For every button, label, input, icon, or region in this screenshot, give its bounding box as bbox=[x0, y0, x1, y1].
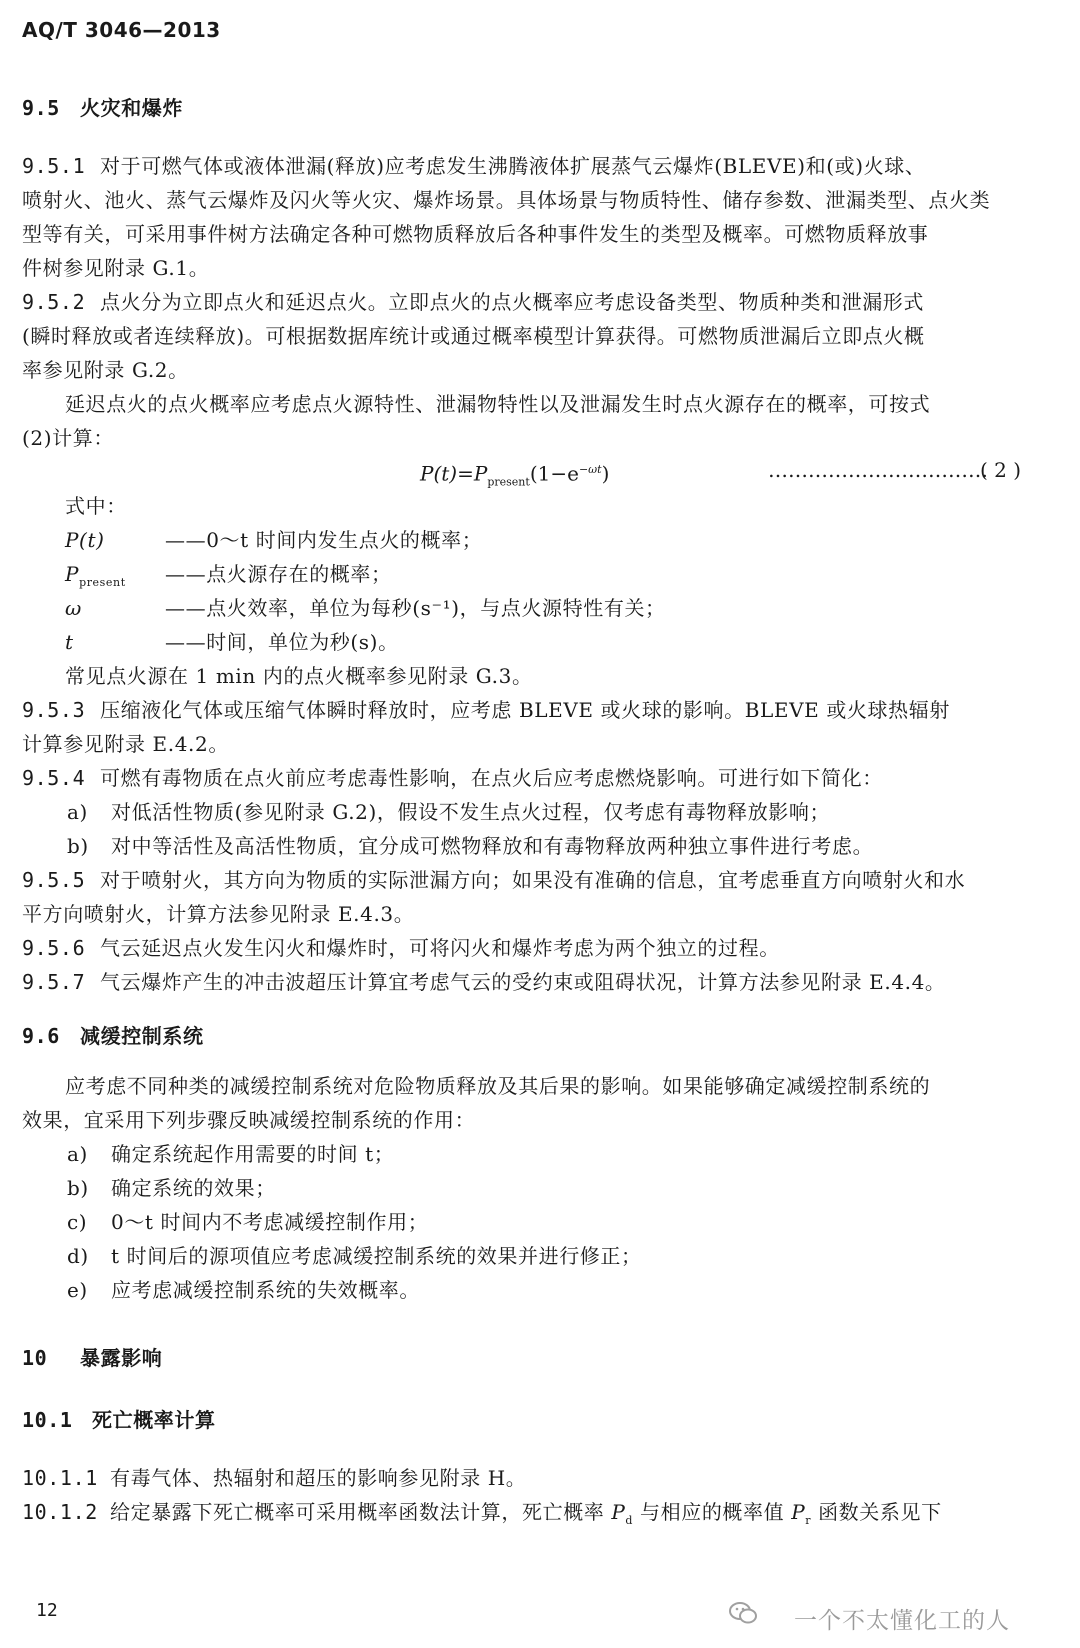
clause-9-5-1-line-1 bbox=[22, 154, 925, 178]
section-heading-9-6 bbox=[22, 1024, 204, 1048]
list-text: 确定系统的效果； bbox=[111, 1176, 276, 1200]
wechat-icon bbox=[728, 1600, 758, 1626]
list-marker: e) bbox=[67, 1278, 88, 1302]
symbol-pd: P bbox=[611, 1500, 626, 1524]
clause-text: 可燃有毒物质在点火前应考虑毒性影响，在点火后应考虑燃烧影响。可进行如下简化： bbox=[100, 766, 883, 790]
clause-9-5-2-line-5: (2)计算： bbox=[22, 426, 114, 450]
clause-number: 9.5.3 bbox=[22, 698, 86, 722]
symbol-description: ——时间，单位为秒(s)。 bbox=[165, 630, 399, 654]
list-text: 对中等活性及高活性物质，宜分成可燃物释放和有毒物释放两种独立事件进行考虑。 bbox=[111, 834, 874, 858]
list-marker: d) bbox=[67, 1244, 89, 1268]
list-item bbox=[67, 1244, 642, 1268]
list-marker: b) bbox=[67, 834, 89, 858]
symbol-description: ——点火源存在的概率； bbox=[165, 562, 392, 586]
clause-number: 9.5.7 bbox=[22, 970, 86, 994]
clause-text: 对于喷射火，其方向为物质的实际泄漏方向；如果没有准确的信息，宜考虑垂直方向喷射火和水 bbox=[100, 868, 966, 892]
clause-9-5-1-line-4: 件树参见附录 G.1。 bbox=[22, 256, 210, 280]
symbol-pr: P bbox=[791, 1500, 806, 1524]
clause-9-5-1-line-3: 型等有关，可采用事件树方法确定各种可燃物质释放后各种事件发生的类型及概率。可燃物质释放事 bbox=[22, 222, 929, 246]
symbol-description: ——点火效率，单位为每秒(s⁻¹)，与点火源特性有关； bbox=[165, 596, 666, 620]
list-marker: a) bbox=[67, 800, 88, 824]
clause-9-5-2-line-4: 延迟点火的点火概率应考虑点火源特性、泄漏物特性以及泄漏发生时点火源存在的概率，可按式 bbox=[65, 392, 931, 416]
clause-9-5-3-line-2: 计算参见附录 E.4.2。 bbox=[22, 732, 229, 756]
section-title: 死亡概率计算 bbox=[92, 1408, 216, 1432]
standard-code: AQ/T 3046—2013 bbox=[22, 18, 221, 42]
formula-paren-close: ) bbox=[601, 461, 610, 486]
formula-2 bbox=[420, 458, 609, 495]
formula-leader-dots: …………………………… bbox=[768, 458, 988, 482]
list-text: t 时间后的源项值应考虑减缓控制系统的效果并进行修正； bbox=[111, 1244, 642, 1268]
where-label: 式中： bbox=[65, 494, 127, 518]
watermark-text: 一个不太懂化工的人 bbox=[794, 1608, 1010, 1634]
clause-number: 9.5.5 bbox=[22, 868, 86, 892]
clause-text: 对于可燃气体或液体泄漏(释放)应考虑发生沸腾液体扩展蒸气云爆炸(BLEVE)和(或)火球、 bbox=[100, 154, 926, 178]
clause-number: 10.1.1 bbox=[22, 1466, 98, 1490]
chapter-number: 10 bbox=[22, 1346, 48, 1370]
list-text: 确定系统起作用需要的时间 t； bbox=[111, 1142, 395, 1166]
clause-9-5-4-line-1 bbox=[22, 766, 883, 790]
clause-text: 函数关系见下 bbox=[811, 1500, 942, 1524]
clause-9-5-7 bbox=[22, 970, 946, 994]
symbol: P(t) bbox=[65, 528, 105, 552]
chapter-heading-10 bbox=[22, 1346, 162, 1370]
where-row-t bbox=[65, 630, 399, 654]
section-9-6-line-1: 应考虑不同种类的减缓控制系统对危险物质释放及其后果的影响。如果能够确定减缓控制系统的 bbox=[65, 1074, 931, 1098]
list-item bbox=[67, 1142, 394, 1166]
clause-9-5-3-line-1 bbox=[22, 698, 950, 722]
formula-paren-open: (1−e bbox=[529, 461, 579, 486]
formula-lhs: P(t) bbox=[420, 461, 458, 486]
list-text: 0～t 时间内不考虑减缓控制作用； bbox=[111, 1210, 429, 1234]
clause-text: 与相应的概率值 bbox=[633, 1500, 792, 1524]
clause-text: 点火分为立即点火和延迟点火。立即点火的点火概率应考虑设备类型、物质种类和泄漏形式 bbox=[100, 290, 924, 314]
list-item bbox=[67, 1176, 276, 1200]
formula-number: ( 2 ) bbox=[980, 458, 1022, 482]
symbol-description: ——0～t 时间内发生点火的概率； bbox=[165, 528, 483, 552]
clause-9-5-5-line-2: 平方向喷射火，计算方法参见附录 E.4.3。 bbox=[22, 902, 415, 926]
symbol-pd-subscript: d bbox=[625, 1514, 634, 1527]
clause-text: 压缩液化气体或压缩气体瞬时释放时，应考虑 BLEVE 或火球的影响。BLEVE 或火球热辐射 bbox=[100, 698, 950, 722]
clause-10-1-1 bbox=[22, 1466, 526, 1490]
section-number: 9.6 bbox=[22, 1024, 60, 1048]
clause-9-5-6 bbox=[22, 936, 780, 960]
section-heading-9-5 bbox=[22, 96, 183, 120]
list-item bbox=[67, 800, 830, 824]
section-title: 减缓控制系统 bbox=[80, 1024, 204, 1048]
clause-text: 有毒气体、热辐射和超压的影响参见附录 H。 bbox=[110, 1466, 527, 1490]
symbol: ω bbox=[65, 596, 82, 620]
clause-9-5-2-line-2: (瞬时释放或者连续释放)。可根据数据库统计或通过概率模型计算获得。可燃物质泄漏后立即点火概 bbox=[22, 324, 925, 348]
symbol: t bbox=[65, 630, 74, 654]
section-heading-10-1 bbox=[22, 1408, 216, 1432]
list-item bbox=[67, 834, 873, 858]
list-text: 对低活性物质(参见附录 G.2)，假设不发生点火过程，仅考虑有毒物释放影响； bbox=[111, 800, 831, 824]
section-title: 火灾和爆炸 bbox=[80, 96, 183, 120]
where-row-omega bbox=[65, 596, 666, 620]
list-marker: a) bbox=[67, 1142, 88, 1166]
clause-number: 9.5.4 bbox=[22, 766, 86, 790]
formula-equals: = bbox=[457, 461, 474, 486]
clause-9-5-5-line-1 bbox=[22, 868, 965, 892]
clause-number: 9.5.1 bbox=[22, 154, 86, 178]
list-marker: c) bbox=[67, 1210, 88, 1234]
list-text: 应考虑减缓控制系统的失效概率。 bbox=[111, 1278, 420, 1302]
list-marker: b) bbox=[67, 1176, 89, 1200]
formula-p: P bbox=[473, 461, 488, 486]
section-number: 9.5 bbox=[22, 96, 60, 120]
where-note: 常见点火源在 1 min 内的点火概率参见附录 G.3。 bbox=[65, 664, 533, 688]
where-row-ppresent bbox=[65, 562, 392, 595]
formula-exponent: −ωt bbox=[578, 463, 602, 476]
clause-9-5-1-line-2: 喷射火、池火、蒸气云爆炸及闪火等火灾、爆炸场景。具体场景与物质特性、储存参数、泄漏类型、点火类 bbox=[22, 188, 991, 212]
list-item bbox=[67, 1210, 428, 1234]
clause-number: 9.5.6 bbox=[22, 936, 86, 960]
clause-number: 9.5.2 bbox=[22, 290, 86, 314]
list-item bbox=[67, 1278, 420, 1302]
clause-text: 气云爆炸产生的冲击波超压计算宜考虑气云的受约束或阻碍状况，计算方法参见附录 E.4.4。 bbox=[100, 970, 946, 994]
symbol: P bbox=[65, 562, 80, 586]
clause-text: 给定暴露下死亡概率可采用概率函数法计算，死亡概率 bbox=[110, 1500, 612, 1524]
page-number: 12 bbox=[36, 1600, 58, 1621]
symbol-subscript: present bbox=[79, 576, 126, 589]
clause-text: 气云延迟点火发生闪火和爆炸时，可将闪火和爆炸考虑为两个独立的过程。 bbox=[100, 936, 780, 960]
where-row-pt bbox=[65, 528, 482, 552]
clause-9-5-2-line-3: 率参见附录 G.2。 bbox=[22, 358, 189, 382]
formula-p-subscript: present bbox=[487, 475, 530, 489]
chapter-title: 暴露影响 bbox=[80, 1346, 163, 1370]
symbol-pr-subscript: r bbox=[805, 1514, 812, 1527]
section-9-6-line-2: 效果，宜采用下列步骤反映减缓控制系统的作用： bbox=[22, 1108, 476, 1132]
clause-number: 10.1.2 bbox=[22, 1500, 98, 1524]
section-number: 10.1 bbox=[22, 1408, 73, 1432]
clause-10-1-2 bbox=[22, 1500, 942, 1533]
clause-9-5-2-line-1 bbox=[22, 290, 924, 314]
